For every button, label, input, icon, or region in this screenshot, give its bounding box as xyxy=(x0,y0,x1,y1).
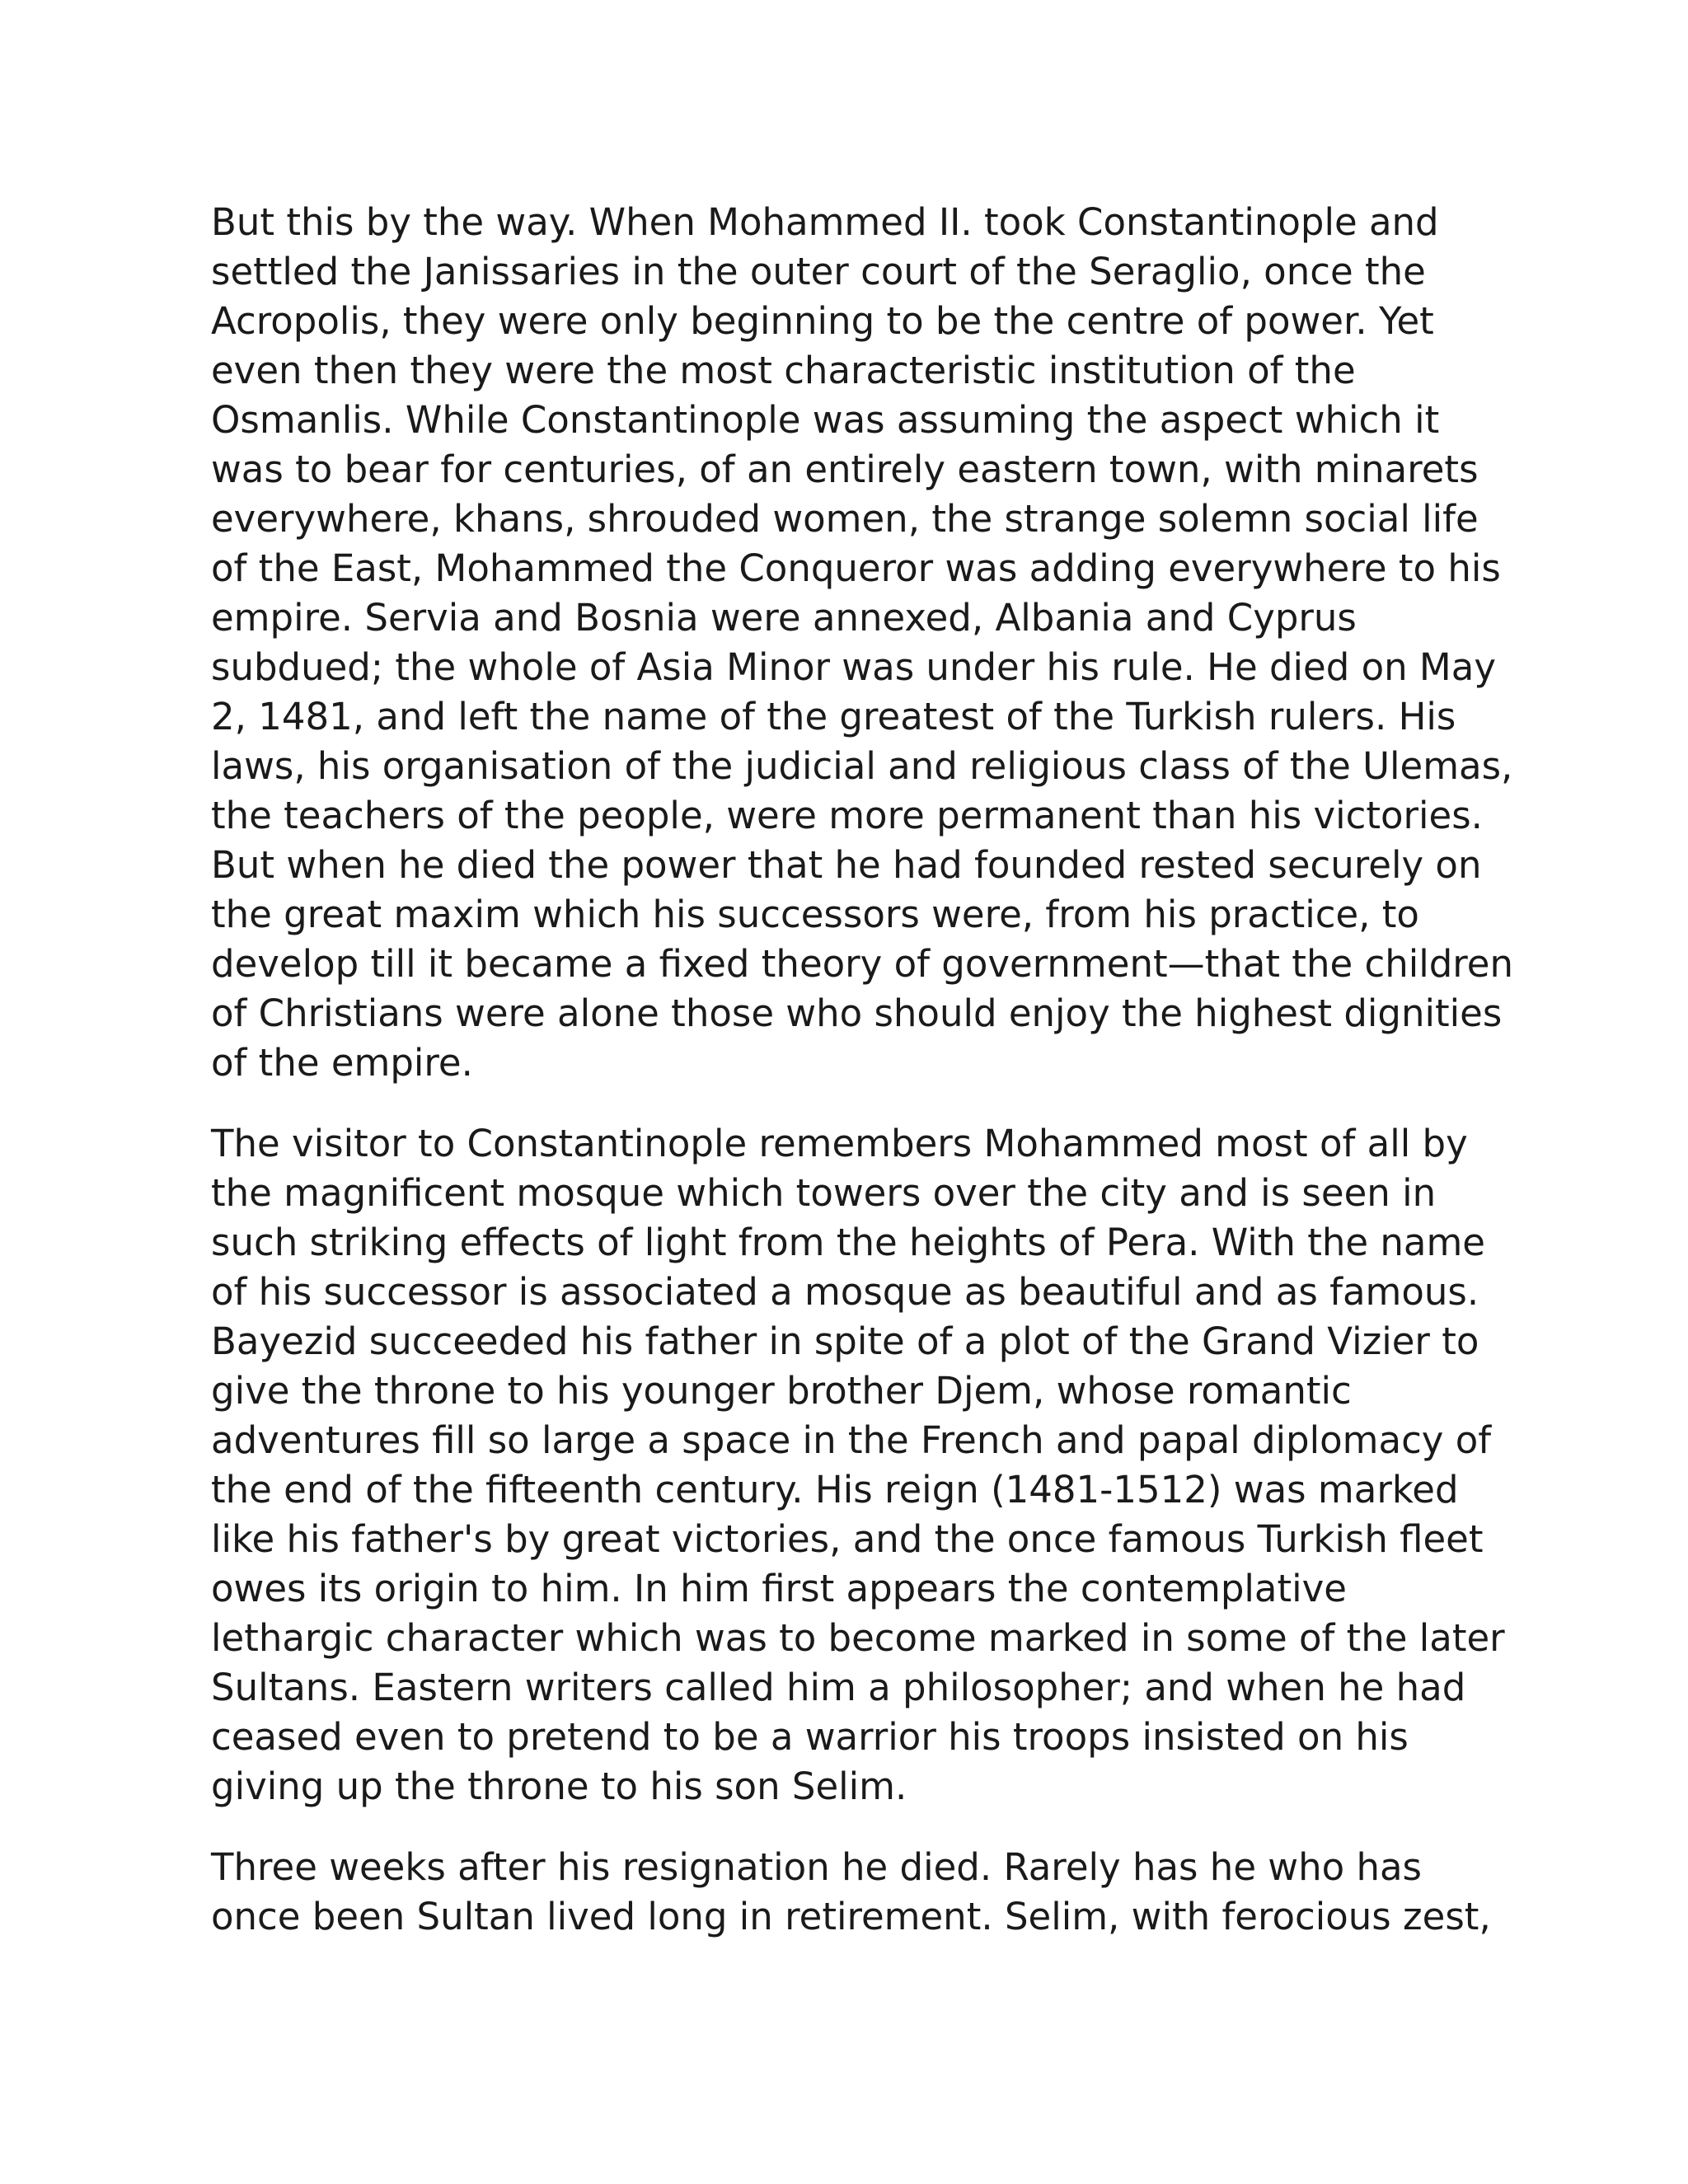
paragraph-1: But this by the way. When Mohammed II. took Constantinople and settled the Janissaries in the outer court of the Seraglio, once the Acropolis, they were only beginning to be the centre of power. Yet even then they were the most characteristic institution of the Osmanlis. While Constantinople was assuming the aspect which it was to bear for centuries, of an entirely eastern town, with minarets everywhere, khans, shrouded women, the strange solemn social life of the East, Mohammed the Conqueror was adding everywhere to his empire. Servia and Bosnia were annexed, Albania and Cyprus subdued; the whole of Asia Minor was under his rule. He died on May 2, 1481, and left the name of the greatest of the Turkish rulers. His laws, his organisation of the judicial and religious class of the Ulemas, the teachers of the people, were more permanent than his victories. But when he died the power that he had founded rested securely on the great maxim which his successors were, from his practice, to develop till it became a fixed theory of government—that the children of Christians were alone those who should enjoy the highest dignities of the empire. xyxy=(211,200,1514,1085)
page-body xyxy=(211,198,1513,1942)
paragraph-3: Three weeks after his resignation he died. Rarely has he who has once been Sultan lived long in retirement. Selim, with ferocious zest, xyxy=(211,1845,1491,1938)
paragraph-2: The visitor to Constantinople remembers Mohammed most of all by the magnificent mosque which towers over the city and is seen in such striking effects of light from the heights of Pera. With the name of his successor is associated a mosque as beautiful and as famous. Bayezid succeeded his father in spite of a plot of the Grand Vizier to give the throne to his younger brother Djem, whose romantic adventures fill so large a space in the French and papal diplomacy of the end of the fifteenth century. His reign (1481-1512) was marked like his father's by great victories, and the once famous Turkish fleet owes its origin to him. In him first appears the contemplative lethargic character which was to become marked in some of the later Sultans. Eastern writers called him a philosopher; and when he had ceased even to pretend to be a warrior his troops insisted on his giving up the throne to his son Selim. xyxy=(211,1122,1505,1808)
